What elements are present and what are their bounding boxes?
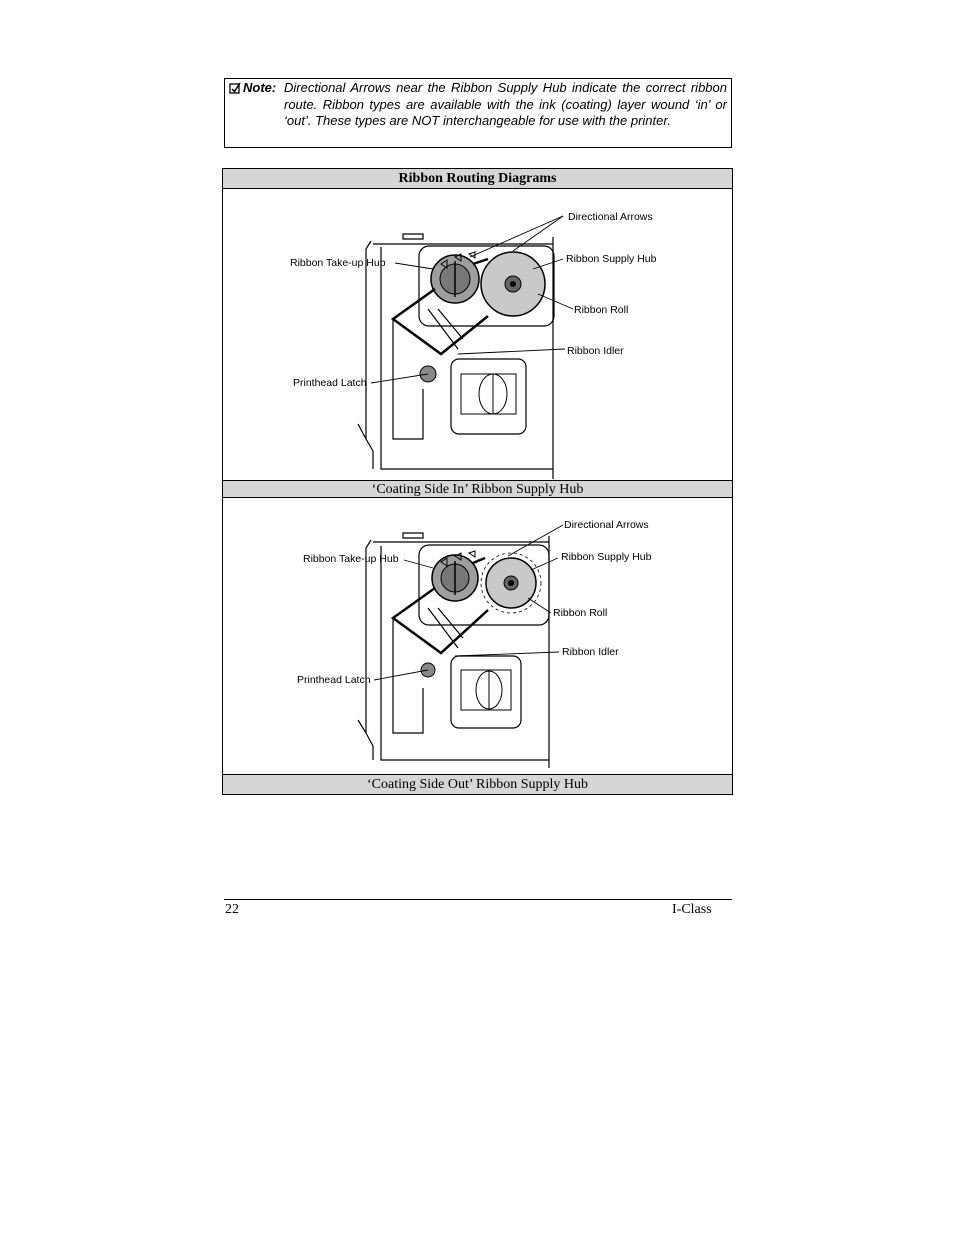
checkbox-icon: [229, 82, 241, 94]
label-directional-arrows-2: Directional Arrows: [564, 519, 649, 531]
label-supply-hub-2: Ribbon Supply Hub: [561, 551, 652, 563]
label-printhead-latch-2: Printhead Latch: [297, 674, 371, 686]
table-header: Ribbon Routing Diagrams: [223, 169, 732, 189]
note-label: [229, 80, 276, 95]
footer-divider: [224, 899, 732, 900]
note-label-text: Note:: [243, 80, 277, 95]
caption-coating-in: ‘Coating Side In’ Ribbon Supply Hub: [223, 480, 732, 498]
printer-diagram-2: [223, 498, 731, 774]
note-text: Directional Arrows near the Ribbon Supply Hub indicate the correct ribbon route. Ribbon types are available with the ink (coating) layer wound ‘in’ or ‘out’. These types are NOT interchangeable for use with the printer.: [284, 80, 727, 128]
label-takeup-hub: Ribbon Take-up Hub: [290, 257, 386, 269]
ribbon-routing-table: [222, 168, 733, 795]
page-number: 22: [225, 902, 239, 917]
label-directional-arrows: Directional Arrows: [568, 211, 653, 223]
diagram-coating-in: [223, 189, 732, 480]
label-supply-hub: Ribbon Supply Hub: [566, 253, 657, 265]
product-name: I-Class: [672, 902, 712, 917]
caption-coating-out: ‘Coating Side Out’ Ribbon Supply Hub: [223, 774, 732, 794]
label-ribbon-idler: Ribbon Idler: [567, 345, 624, 357]
note-box: [224, 78, 732, 148]
label-ribbon-roll-2: Ribbon Roll: [553, 607, 608, 619]
label-ribbon-roll: Ribbon Roll: [574, 304, 629, 316]
printer-diagram-1: [223, 189, 731, 480]
label-takeup-hub-2: Ribbon Take-up Hub: [303, 553, 399, 565]
diagram-coating-out: [223, 498, 732, 774]
label-printhead-latch: Printhead Latch: [293, 377, 367, 389]
label-ribbon-idler-2: Ribbon Idler: [562, 646, 619, 658]
